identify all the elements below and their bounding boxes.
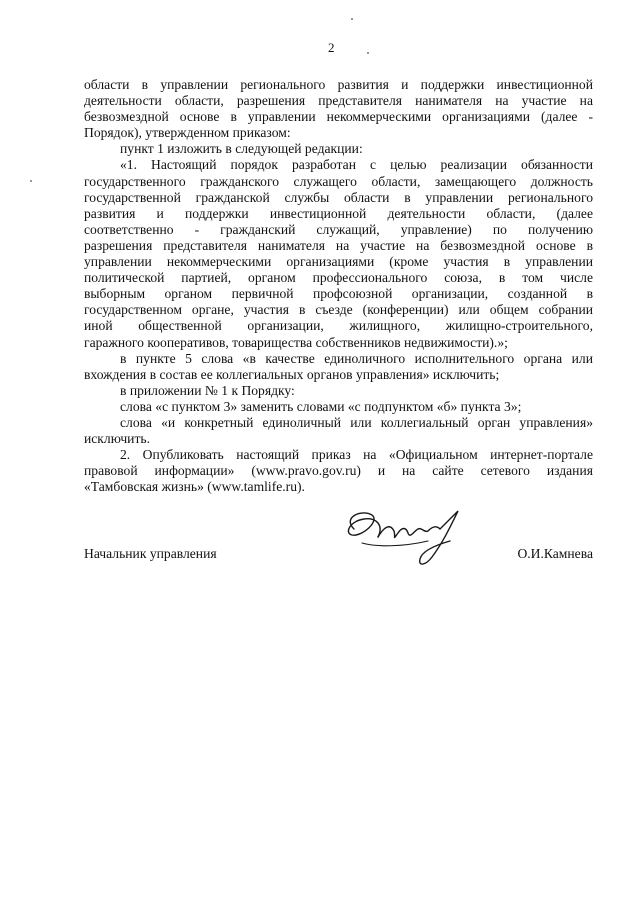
text-line: в пункте 5 слова «в качестве единоличного исполнительного органа или — [120, 350, 593, 366]
text-line: разрешения представителя нанимателя на участие на безвозмездной основе в — [84, 237, 593, 253]
scan-speck — [351, 18, 353, 20]
text-line: слова «и конкретный единоличный или коллегиальный орган управления» — [120, 414, 593, 430]
signatory-name: О.И.Камнева — [517, 546, 593, 561]
text-line: выборным органом первичной профсоюзной организации, созданной в — [84, 286, 593, 302]
signature-block — [84, 546, 593, 566]
scan-speck — [30, 180, 32, 182]
text-line: в приложении № 1 к Порядку: — [120, 382, 295, 398]
text-line: 2. Опубликовать настоящий приказ на «Официальном интернет-портале — [120, 447, 593, 463]
text-line: Порядок), утвержденном приказом: — [84, 125, 291, 141]
text-line: соответственно - гражданский служащий, управление) по получению — [84, 221, 593, 237]
text-line: «Тамбовская жизнь» (www.tamlife.ru). — [84, 479, 305, 495]
text-line: деятельности области, разрешения представителя нанимателя на участие на — [84, 93, 593, 109]
text-line: правовой информации» (www.pravo.gov.ru) и на сайте сетевого издания — [84, 463, 593, 479]
text-line: развития и поддержки инвестиционной деятельности области, (далее — [84, 205, 593, 221]
text-line: области в управлении регионального развития и поддержки инвестиционной — [84, 77, 593, 92]
text-line: исключить. — [84, 431, 150, 447]
text-line: безвозмездной основе в управлении некоммерческими организациями (далее - — [84, 109, 593, 125]
text-line: слова «с пунктом 3» заменить словами «с подпунктом «б» пункта 3»; — [120, 398, 522, 414]
text-line: государственного гражданского служащего области, замещающего должность — [84, 173, 593, 189]
text-line: управлении некоммерческими организациями (кроме участия в управлении — [84, 254, 593, 270]
text-line: иной общественной организации, жилищного, жилищно-строительного, — [84, 318, 593, 334]
scan-speck — [367, 52, 369, 54]
text-line: государственной гражданской службы области в управлении регионального — [84, 189, 593, 205]
text-line: вхождения в состав ее коллегиальных органов управления» исключить; — [84, 366, 500, 382]
text-line: политической партией, органом профессионального союза, в том числе — [84, 270, 593, 286]
signatory-position: Начальник управления — [84, 546, 217, 561]
text-line: гаражного кооперативов, товарищества собственников недвижимости).»; — [84, 334, 508, 350]
page-number: 2 — [328, 40, 335, 55]
text-line: «1. Настоящий порядок разработан с целью реализации обязанности — [120, 157, 593, 173]
text-line: государственном органе, участия в съезде (конференции) или общем собрании — [84, 302, 593, 318]
document-body — [84, 77, 593, 495]
text-line: пункт 1 изложить в следующей редакции: — [120, 141, 363, 157]
